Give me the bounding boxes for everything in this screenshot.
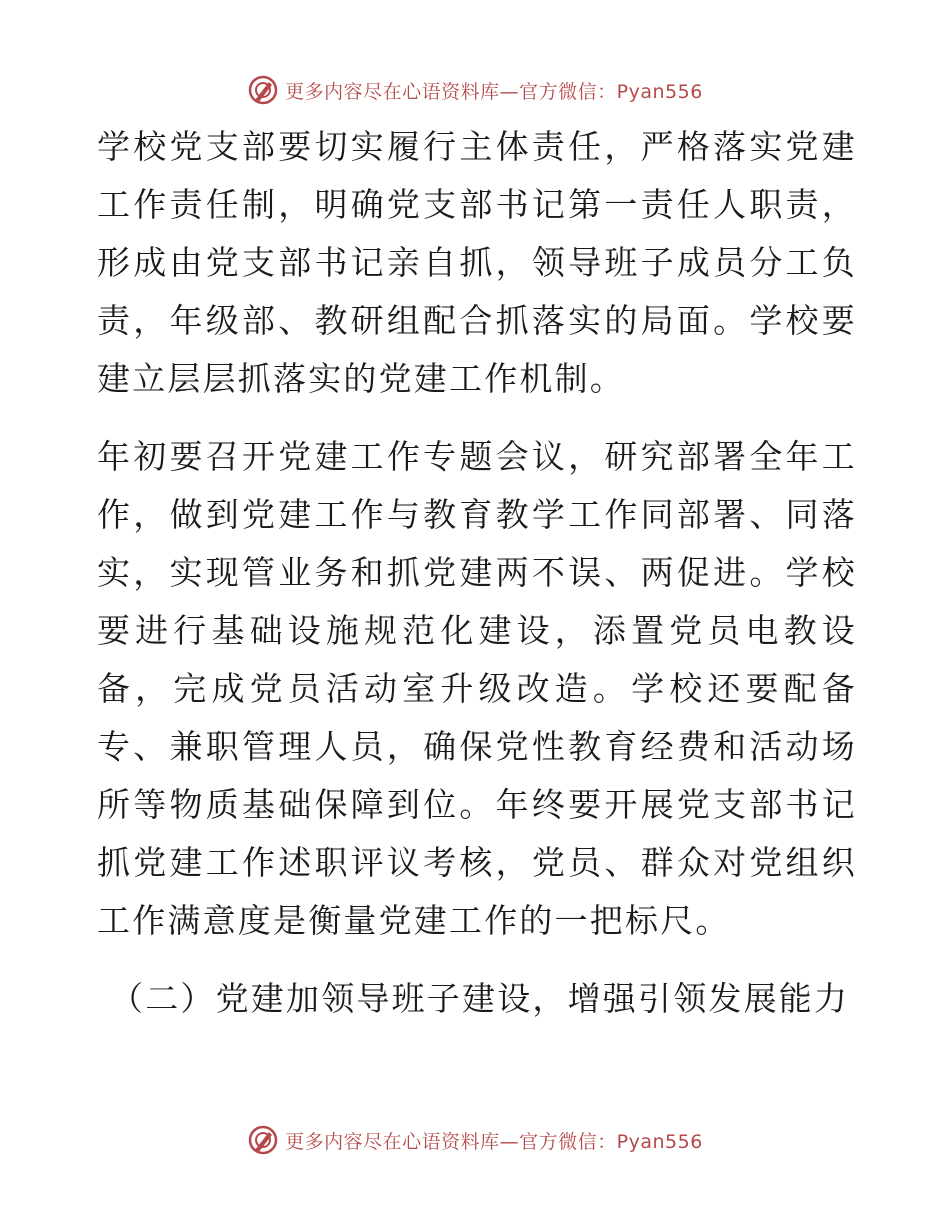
watermark-text: 更多内容尽在心语资料库—官方微信：Pyan556 [285, 80, 703, 103]
watermark-text: 更多内容尽在心语资料库—官方微信：Pyan556 [285, 1130, 703, 1153]
brand-logo-icon [247, 1124, 279, 1156]
body-paragraph: 学校党支部要切实履行主体责任，严格落实党建工作责任制，明确党支部书记第一责任人职责，形成由党支部书记亲自抓，领导班子成员分工负责，年级部、教研组配合抓落实的局面。学校要建立层层抓落实的党建工作机制。 [97, 127, 857, 398]
body-paragraph: 年初要召开党建工作专题会议，研究部署全年工作，做到党建工作与教育教学工作同部署、同落实，实现管业务和抓党建两不误、两促进。学校要进行基础设施规范化建设，添置党员电教设备，完成党员活动室升级改造。学校还要配备专、兼职管理人员，确保党性教育经费和活动场所等物质基础保障到位。年终要开展党支部书记抓党建工作述职评议考核，党员、群众对党组织工作满意度是衡量党建工作的一把标尺。 [97, 437, 857, 940]
brand-logo-icon [247, 74, 279, 106]
watermark-footer [0, 1120, 950, 1160]
section-heading: （二）党建加领导班子建设，增强引领发展能力 [110, 979, 850, 1018]
watermark-header [0, 70, 950, 110]
